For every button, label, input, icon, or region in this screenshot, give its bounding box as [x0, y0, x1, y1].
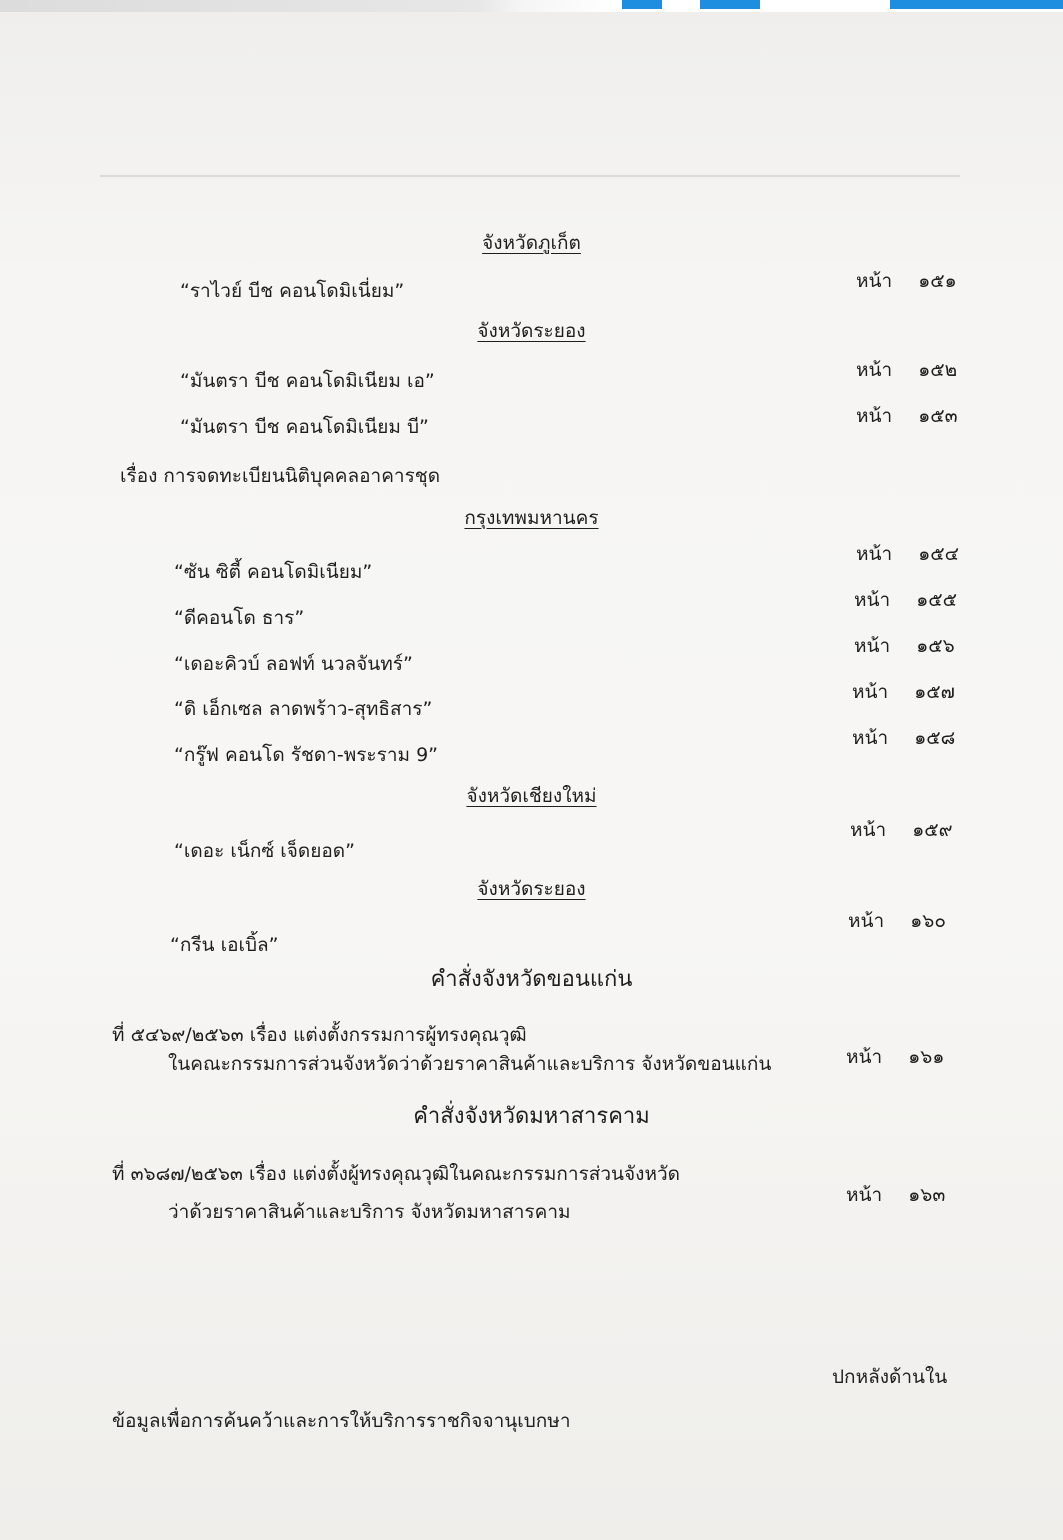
entry-title: “ราไวย์ บีช คอนโดมิเนี่ยม” [180, 280, 405, 302]
entry-page-ref: หน้า ๑๕๕ [854, 589, 958, 611]
entry-page-ref: หน้า ๑๕๗ [852, 681, 955, 703]
subject-line: เรื่อง การจดทะเบียนนิติบุคคลอาคารชุด [120, 465, 441, 487]
entry-title: “มันตรา บีช คอนโดมิเนียม บี” [180, 416, 429, 438]
order-heading-mahasarakham: คำสั่งจังหวัดมหาสารคาม [413, 1104, 650, 1129]
section-heading-phuket: จังหวัดภูเก็ต [482, 232, 581, 254]
scan-edge-blue-mark [622, 0, 662, 9]
entry-title: “มันตรา บีช คอนโดมิเนียม เอ” [180, 370, 435, 392]
section-heading-rayong: จังหวัดระยอง [477, 320, 586, 342]
entry-title: “กรู๊ฟ คอนโด รัชดา-พระราม 9” [174, 744, 439, 766]
entry-title: “เดอะ เน็กซ์ เจ็ดยอด” [174, 840, 355, 862]
order-line: ว่าด้วยราคาสินค้าและบริการ จังหวัดมหาสารคาม [168, 1201, 571, 1223]
order-line: ที่ ๓๖๘๗/๒๕๖๓ เรื่อง แต่งตั้งผู้ทรงคุณวุฒิในคณะกรรมการส่วนจังหวัด [112, 1163, 680, 1185]
order-line: ที่ ๕๔๖๙/๒๕๖๓ เรื่อง แต่งตั้งกรรมการผู้ทรงคุณวุฒิ [112, 1024, 527, 1046]
section-heading-chiangmai: จังหวัดเชียงใหม่ [466, 785, 597, 807]
footer-inside-back-cover: ปกหลังด้านใน [832, 1366, 948, 1388]
section-heading-bangkok: กรุงเทพมหานคร [464, 507, 599, 529]
entry-page-ref: หน้า ๑๕๒ [856, 359, 958, 381]
entry-title: “เดอะคิวบ์ ลอฟท์ นวลจันทร์” [174, 653, 413, 675]
entry-page-ref: หน้า ๑๕๑ [856, 270, 957, 292]
entry-page-ref: หน้า ๑๕๖ [854, 635, 955, 657]
entry-page-ref: หน้า ๑๖๐ [848, 910, 946, 932]
footer-source-note: ข้อมูลเพื่อการค้นคว้าและการให้บริการราชกิจจานุเบกษา [112, 1410, 571, 1432]
order-line: ในคณะกรรมการส่วนจังหวัดว่าด้วยราคาสินค้าและบริการ จังหวัดขอนแก่น [168, 1053, 772, 1075]
entry-title: “ซัน ซิตี้ คอนโดมิเนียม” [174, 561, 373, 583]
scan-edge-blue-mark [890, 0, 1063, 9]
section-heading-rayong: จังหวัดระยอง [477, 878, 586, 900]
entry-page-ref: หน้า ๑๕๘ [852, 727, 956, 749]
entry-page-ref: หน้า ๑๕๔ [856, 543, 960, 565]
entry-page-ref: หน้า ๑๕๙ [850, 819, 953, 841]
order-heading-khonkaen: คำสั่งจังหวัดขอนแก่น [430, 967, 633, 992]
entry-title: “ดีคอนโด ธาร” [174, 607, 305, 629]
bleed-through-rule [100, 175, 960, 177]
entry-page-ref: หน้า ๑๖๓ [846, 1184, 946, 1206]
entry-title: “ดิ เอ็กเซล ลาดพร้าว-สุทธิสาร” [174, 698, 433, 720]
scan-edge-blue-mark [700, 0, 760, 9]
entry-page-ref: หน้า ๑๖๑ [846, 1046, 945, 1068]
entry-title: “กรีน เอเบิ้ล” [170, 934, 279, 956]
entry-page-ref: หน้า ๑๕๓ [856, 405, 958, 427]
